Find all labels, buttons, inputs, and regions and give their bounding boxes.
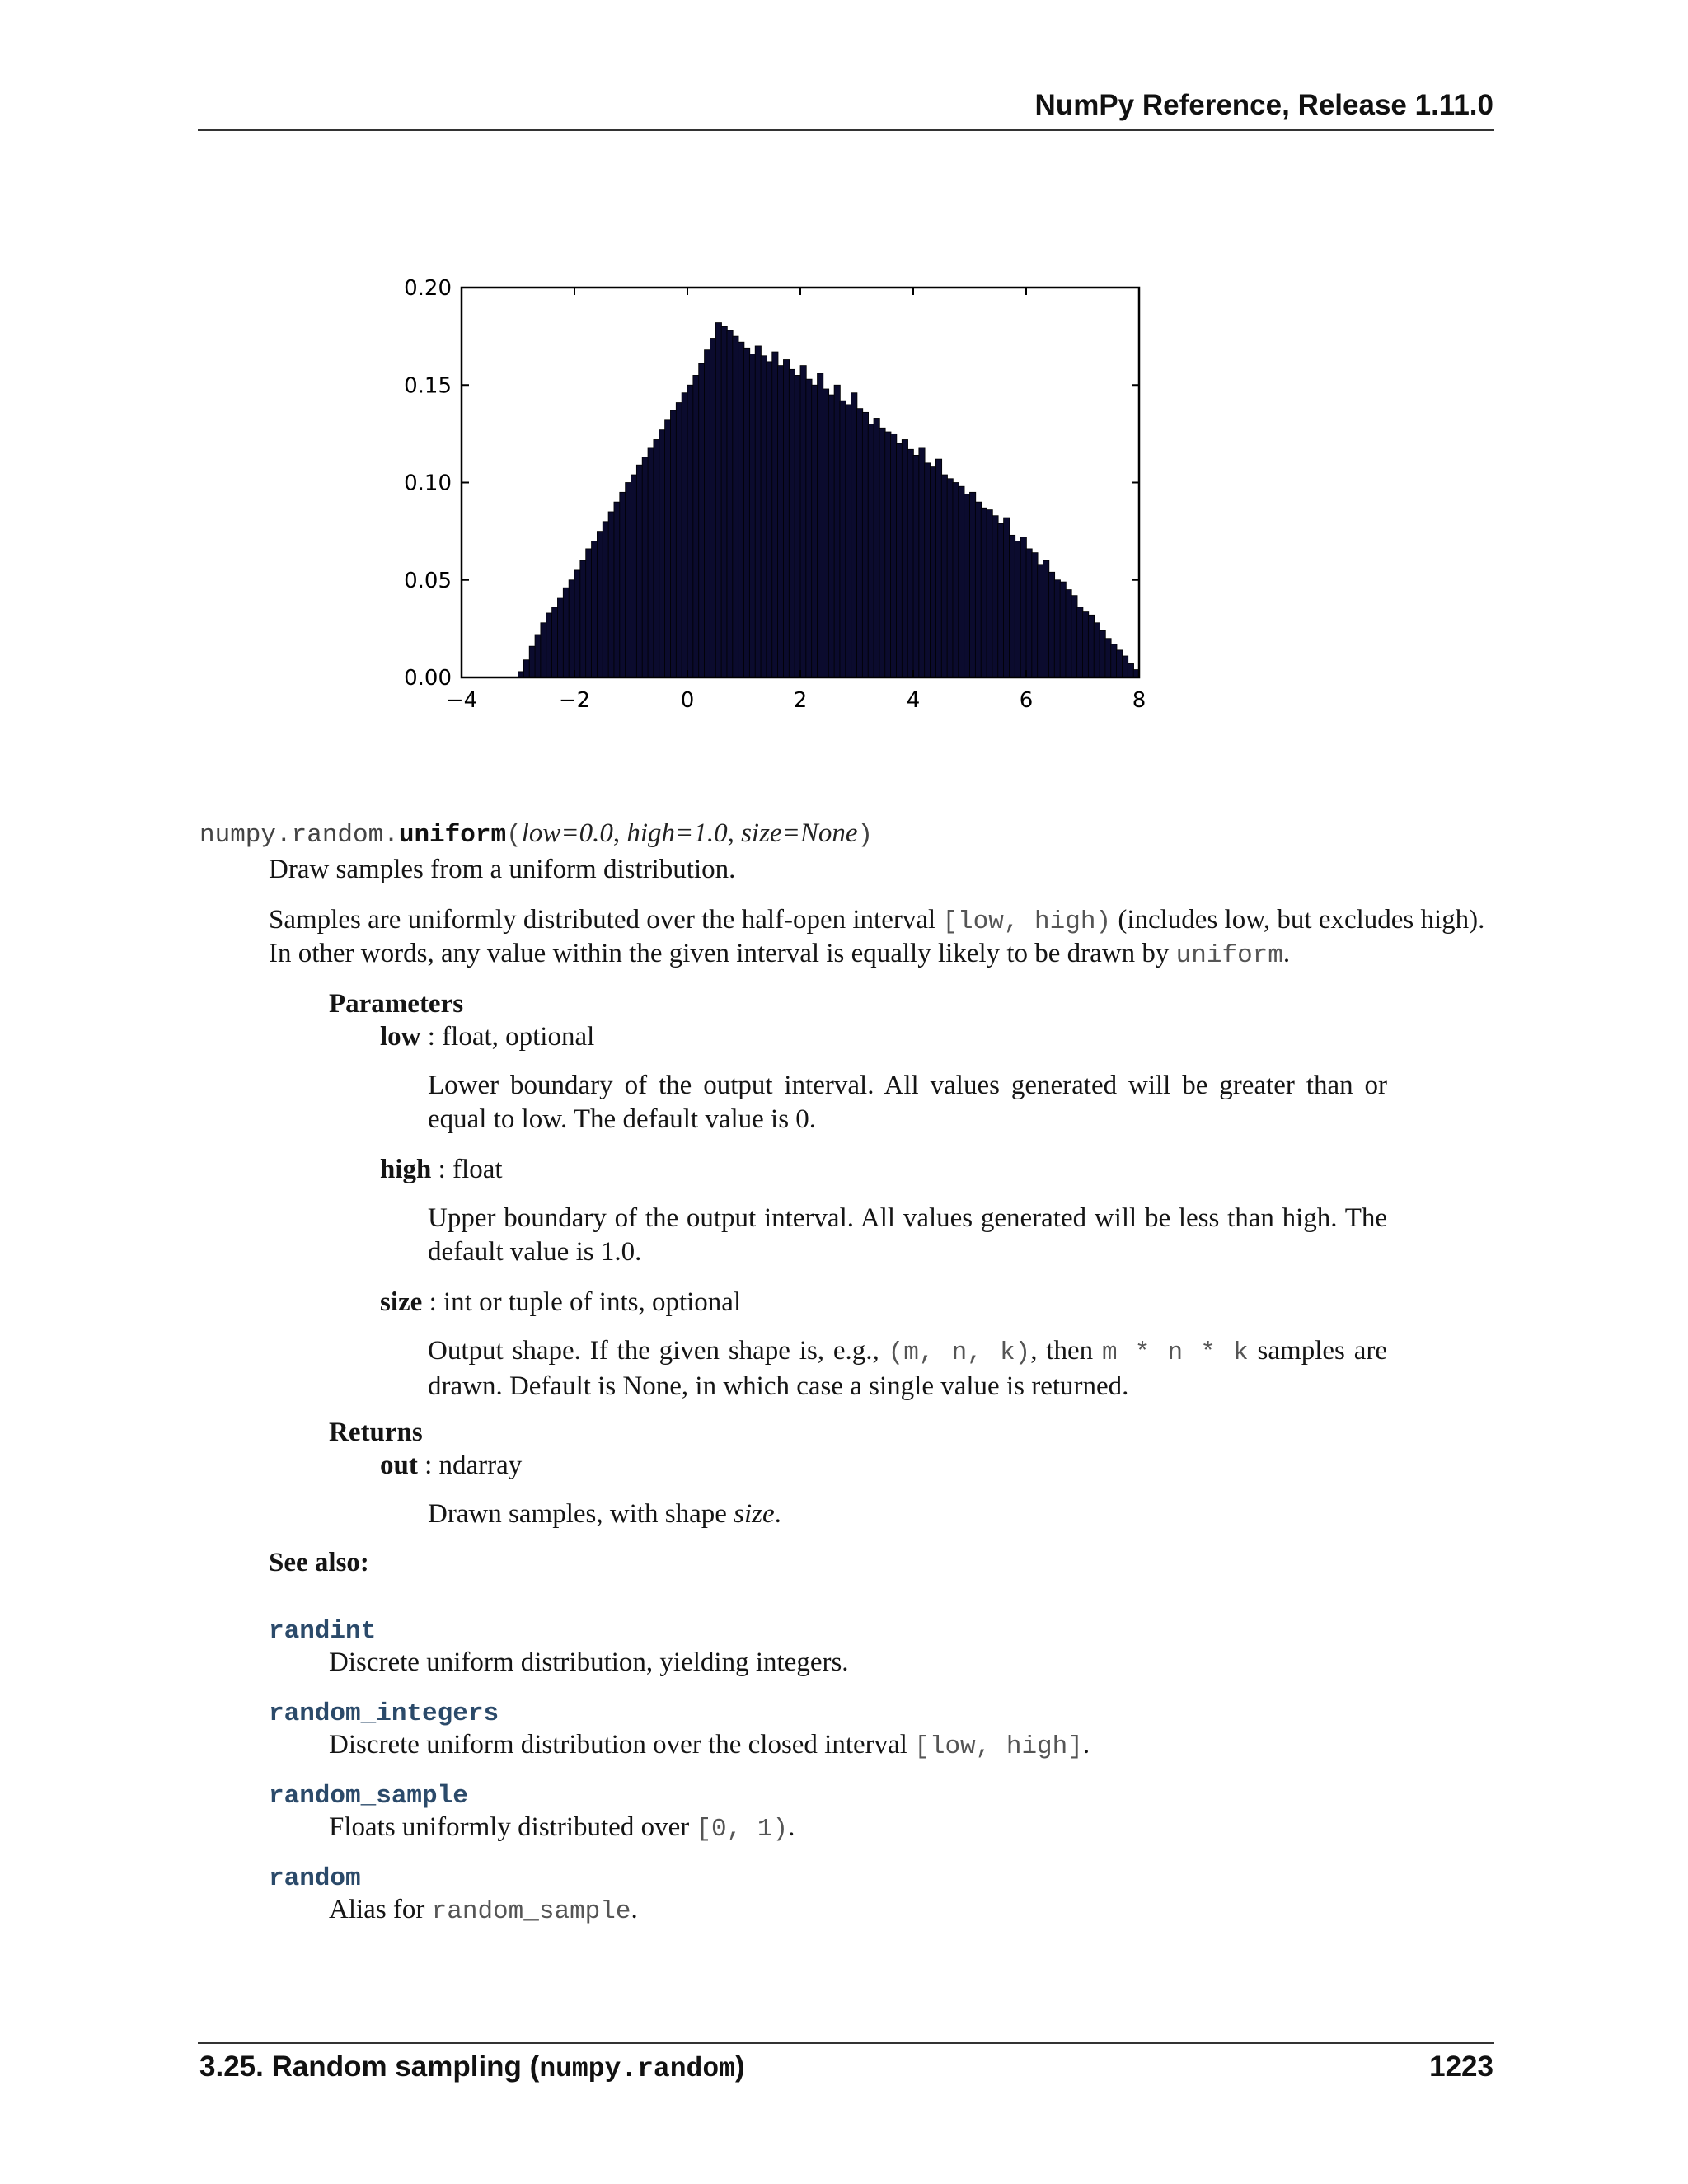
description-text: Drawn samples, with shape [428,1499,734,1529]
footer-section-title [199,2050,745,2084]
histogram-bar [896,443,902,677]
histogram-bar [574,570,580,677]
histogram-bar [998,523,1004,677]
histogram-bar [738,342,744,677]
histogram-bar [975,502,981,677]
histogram-bar [535,635,541,677]
param-size-description [428,1334,1387,1404]
footer-rule [198,2042,1494,2044]
signature-open-paren: ( [506,821,522,850]
histogram-bar [907,449,913,677]
histogram-bar [767,362,772,677]
histogram-bar [981,508,987,677]
histogram-bar [614,502,620,677]
histogram-bar [665,420,671,677]
histogram-bar [935,459,941,677]
y-tick-label: 0.00 [404,666,452,691]
histogram-bar [1100,630,1105,677]
histogram-bar [552,607,558,677]
histogram-bar [733,336,738,677]
description-text: . [631,1895,638,1924]
y-tick-label: 0.05 [404,568,452,593]
histogram-bar [987,510,992,677]
histogram-bar [1066,590,1071,677]
histogram-bar [608,512,614,677]
histogram-bar [828,395,834,677]
inline-code: [low, high) [942,907,1112,936]
histogram-bar [953,483,959,678]
histogram-bar [800,366,806,677]
x-tick-label: 6 [1019,688,1034,713]
histogram-bar [868,424,874,677]
histogram-bar [857,409,863,677]
footer-section-code: numpy.random [539,2054,735,2084]
param-size-header [380,1286,741,1319]
uniform-link[interactable]: uniform [1175,941,1283,970]
return-out-description [428,1497,781,1531]
see-also-heading: See also: [269,1548,369,1577]
histogram-bar [1032,553,1038,677]
x-tick-label: 4 [906,688,921,713]
random-link[interactable]: random [269,1864,361,1893]
description-text: Alias for [329,1895,432,1924]
histogram-bar [970,492,976,677]
histogram-bar [597,532,603,677]
histogram-bar [682,393,687,677]
histogram-bar [705,350,710,677]
footer-section-text: 3.25. Random sampling ( [199,2050,540,2083]
see-also-random [269,1860,361,1896]
histogram-bar [992,516,998,677]
histogram-bar [812,385,818,677]
inline-code: (m, n, k) [888,1338,1031,1367]
histogram-bar [772,352,778,677]
param-name: size [380,1287,423,1317]
description-text: size [734,1499,775,1529]
signature-function-name: uniform [398,821,507,850]
description-text: Discrete uniform distribution over the closed interval [329,1730,915,1760]
description-text: . [774,1499,781,1529]
histogram-bar [620,492,626,677]
histogram-bar [1060,582,1066,677]
histogram-bar [846,405,851,677]
description-text: Output shape. If the given shape is, e.g., [428,1336,889,1366]
histogram-bar [1117,650,1123,677]
summary-line: Draw samples from a uniform distribution. [269,855,736,884]
x-tick-label: 2 [793,688,808,713]
histogram-bar [806,379,812,677]
param-high-header [380,1153,503,1187]
histogram-bar [1015,541,1020,677]
histogram-bar [1026,549,1032,677]
histogram-bar [523,660,529,677]
param-low-header [380,1020,594,1054]
description-text: , then [1030,1336,1102,1366]
histogram-bar [885,432,891,677]
histogram-bar [755,346,761,677]
histogram-bar [913,455,919,677]
histogram-bar [1094,623,1100,677]
histogram-bar [586,549,592,677]
histogram-bar [546,613,552,677]
histogram-bar [789,369,795,677]
histogram-bar [862,412,868,677]
param-low-description: Lower boundary of the output interval. All values generated will be greater than or equal to low. The default value is 0. [428,1071,1387,1134]
random-integers-link[interactable]: random_integers [269,1699,499,1728]
signature-sep: , [612,818,627,848]
histogram-bar [1088,615,1094,677]
histogram-bar [699,363,705,677]
histogram-bar [1083,612,1089,677]
returns-heading: Returns [329,1418,423,1447]
histogram-bar [715,323,721,677]
histogram-bar [925,463,931,677]
random-sample-xref-link[interactable]: random_sample [431,1897,631,1926]
param-type: : float [431,1155,503,1184]
param-type: : float, optional [420,1022,595,1052]
histogram-bar [687,385,693,677]
histogram-bar [744,348,750,677]
description-text: . [1282,939,1291,968]
histogram-bar [676,403,682,677]
description-text: Floats uniformly distributed over [329,1812,696,1842]
see-also-randint [269,1613,376,1648]
histogram-bar [778,366,784,677]
histogram-bar [964,494,970,677]
function-signature [199,818,873,850]
histogram-bar [761,356,767,677]
x-tick-label: −2 [558,688,591,713]
description-text: (includes low, but excludes high). [1111,905,1485,935]
histogram-bar [1043,560,1049,677]
description-text: . [788,1812,795,1842]
histogram-bar [529,646,535,677]
histogram-bar [636,465,642,677]
histogram-bar [642,457,648,677]
histogram-bar [727,330,733,677]
histogram-bar [563,588,569,677]
histogram-bar [879,428,885,677]
histogram-bar [1111,644,1117,677]
histogram-bar [631,475,637,677]
see-also-randint-desc: Discrete uniform distribution, yielding integers. [329,1647,849,1677]
param-high-description: Upper boundary of the output interval. All values generated will be less than high. The default value is 1.0. [428,1203,1387,1267]
histogram-bar [569,580,574,677]
return-name: out [380,1451,418,1480]
randint-link[interactable]: randint [269,1617,377,1646]
histogram-bar [1077,607,1083,677]
histogram-bar [1071,596,1077,677]
histogram-bar [1128,663,1133,677]
histogram-bar [648,448,654,677]
histogram-bar [931,467,936,677]
see-also-random-integers [269,1695,499,1731]
histogram-bar [795,375,800,677]
inline-code: m * n * k [1101,1338,1249,1367]
header-rule [198,129,1494,131]
description-text: In other words, any value within the given interval is equally likely to be drawn by [269,939,1176,968]
description-text: samples are drawn. Default is None, in which case a single value is returned. [428,1336,1387,1401]
y-tick-label: 0.15 [404,373,452,399]
x-tick-label: 0 [680,688,695,713]
histogram-bar [1105,639,1111,677]
param-name: high [380,1155,432,1184]
running-header: NumPy Reference, Release 1.11.0 [1034,89,1493,121]
histogram-bar [710,338,715,677]
random-sample-link[interactable]: random_sample [269,1782,468,1811]
see-also-random-sample [269,1778,468,1813]
description-line-2 [269,937,1290,972]
histogram-bar [851,393,857,677]
histogram-bar [902,439,907,677]
see-also-random-desc [329,1893,638,1929]
histogram-chart [379,264,1154,725]
histogram-bar [693,375,699,677]
param-name: low [380,1022,421,1052]
return-type: : ndarray [417,1451,523,1480]
see-also-random-integers-desc [329,1728,1090,1764]
histogram-bar [557,598,563,677]
return-out-header [380,1449,522,1483]
histogram-bar [1020,537,1026,677]
histogram-bar [891,434,897,677]
histogram-bar [1004,518,1010,677]
x-tick-label: 8 [1132,688,1146,713]
histogram-bar [654,439,659,677]
signature-param-low: low=0.0 [521,818,613,848]
description-line-1 [269,903,1484,939]
y-tick-label: 0.20 [404,276,452,301]
inline-code: [0, 1) [696,1815,789,1844]
parameters-heading: Parameters [329,989,464,1019]
histogram-bar [670,410,676,677]
histogram-bar [874,418,879,677]
histogram-bar [1048,572,1054,677]
inline-code: [low, high] [914,1732,1083,1761]
histogram-bar [919,448,925,677]
histogram-bar [1054,580,1060,677]
y-tick-label: 0.10 [404,471,452,496]
description-text: Samples are uniformly distributed over the half-open interval [269,905,943,935]
histogram-bar [823,389,828,677]
signature-param-size: size=None [741,818,858,848]
x-tick-label: −4 [445,688,478,713]
histogram-bar [580,560,586,677]
histogram-bar [1009,535,1015,677]
param-type: : int or tuple of ints, optional [422,1287,742,1317]
histogram-bar [959,486,964,677]
footer-section-text: ) [734,2050,745,2083]
signature-module: numpy.random. [199,821,399,850]
histogram-bar [603,522,608,677]
histogram-bar [818,373,823,677]
histogram-bar [1122,656,1128,677]
histogram-bar [541,623,546,677]
histogram-bar [749,354,755,677]
see-also-random-sample-desc [329,1811,795,1846]
histogram-bar [659,430,665,677]
histogram-bar [783,360,789,677]
histogram-bar [947,479,953,677]
histogram-bar [721,326,727,677]
histogram-bar [592,541,598,677]
histogram-bar [834,385,840,677]
signature-param-high: high=1.0 [626,818,728,848]
description-text: . [1082,1730,1090,1760]
histogram-bar [1038,565,1043,677]
signature-close-paren: ) [857,821,874,850]
signature-sep: , [727,818,742,848]
page-number: 1223 [1429,2050,1493,2083]
histogram-bar [840,401,846,677]
histogram-bar [626,483,631,678]
histogram-bar [941,475,947,677]
